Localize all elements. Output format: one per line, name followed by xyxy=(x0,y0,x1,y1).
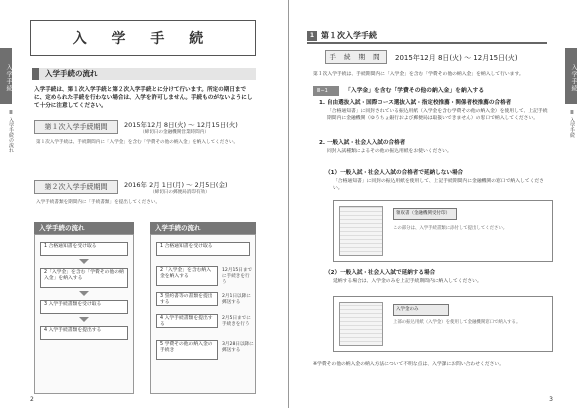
sub-bar: Ⅲ−1 xyxy=(313,86,339,96)
down-arrow-icon xyxy=(79,259,89,264)
side-label: Ⅲ 入学手続 xyxy=(569,110,575,138)
intro-text: 入学手続は、第１次入学手続と第２次入学手続とに分けて行います。所定の期日までに、定められた手続を行わない場合は、入学を許可しません。手続ものがないようにして十分に注意してください。 xyxy=(34,87,253,109)
item2-title: 2. 一般入試・社会人入試の合格者 xyxy=(319,140,406,146)
left-page xyxy=(0,0,288,408)
page-number: 3 xyxy=(549,396,553,403)
term2-detail: 入学手続書類を期間内に「手続書類」を提出してください。 xyxy=(36,200,161,205)
flow-note: 2月5日までに手続きを行う xyxy=(222,316,251,327)
section-number: 1 xyxy=(307,31,317,41)
flow-step: 4 入学手続書類を提出する xyxy=(156,314,218,328)
footer-note: ※学費その他の納入金の納入方法について不明な点は、入学課にお問い合わせください。 xyxy=(313,362,505,367)
flow-left-head: 入学手続の流れ xyxy=(34,222,134,234)
stamp-box: 入学金のみ xyxy=(393,304,449,316)
stamp-box: 領収書（金融機関受付印） xyxy=(393,208,457,220)
payment-form-image xyxy=(339,206,383,256)
term2-period: 2016年 2月 1日(月) 〜 2月5日(金) xyxy=(124,181,228,189)
section-title-text: 第１次入学手続 xyxy=(321,31,377,40)
term1-label: 第１次入学手続期間 xyxy=(34,120,118,134)
side-tab[interactable]: 入学手続 xyxy=(565,48,577,104)
payment-form-image xyxy=(339,302,383,346)
flow-step: 1 合格通知書を受け取る xyxy=(156,242,250,256)
page-title: 入 学 手 続 xyxy=(30,20,256,56)
down-arrow-icon xyxy=(79,317,89,322)
intro-text: 第１次入学手続は、手続期間内に「入学金」を含む「学費その他の納入金」を納入して行います。 xyxy=(313,72,524,77)
box1-title: （1）一般入試・社会人入試の合格者で延納しない場合 xyxy=(325,170,464,176)
stamp-caption: 上部の振込用紙（入学金）を使用して金融機関窓口で納入する。 xyxy=(393,320,521,325)
sub-title: 「入学金」を含む「学費その他の納入金」を納入する xyxy=(345,88,485,94)
item2-text: 同封入試種類によるその他の振込用紙をお使いください。 xyxy=(327,149,452,154)
flow-right-head: 入学手続の流れ xyxy=(150,222,256,234)
box1-text: 「合格通知書」に同封の振込用紙を使用して、上記手続期間内に金融機関の窓口で納入してください。 xyxy=(333,179,544,191)
term1-note: （締切日の金融機関営業時間内） xyxy=(140,130,209,135)
flow-step: 4 入学手続書類を提出する xyxy=(40,326,128,340)
item1-text: 「合格通知書」に同封されている振込用紙（入学金を含む学費その他の納入金）を使用して、上記手続期間内に金融機関（ゆうちょ銀行および郵便局は取扱いできません）の窓口で納入してください。 xyxy=(327,109,548,121)
flow-step: 3 誓約書等の書類を提出する xyxy=(156,292,218,306)
section-title xyxy=(307,30,547,44)
right-page xyxy=(289,0,577,408)
flow-step: 2「入学金」を含む「学費その他の納入金」を納入する xyxy=(40,268,128,288)
flow-note: 3月28日以降に郵送する xyxy=(222,342,254,353)
down-arrow-icon xyxy=(79,291,89,296)
flow-note: 12月15日までに手続きを行う xyxy=(222,268,253,285)
side-tab[interactable]: 入学手続 xyxy=(0,48,12,104)
flow-step: 3 入学手続書類を受け取る xyxy=(40,300,128,314)
term2-note: （締切日の郵便局消印有効） xyxy=(150,190,210,195)
term1-period: 2015年12月 8日(火) 〜 12月15日(火) xyxy=(124,121,238,129)
page-number: 2 xyxy=(30,396,34,403)
flow-left-column xyxy=(34,234,134,394)
term2-label: 第２次入学手続期間 xyxy=(34,180,118,194)
term1-detail: 第１次入学手続は、手続期間内に「入学金」を含む「学費その他の納入金」を納入してください。 xyxy=(36,140,239,145)
flow-step: 5 学費その他の納入金の手続き xyxy=(156,340,218,360)
stamp-caption: この部分は、入学手続書類に添付して提出してください。 xyxy=(393,226,508,231)
flow-step: 1 合格通知書を受け取る xyxy=(40,242,128,256)
side-label: Ⅲ 入学手続の流れ xyxy=(8,110,14,153)
section-heading: 入学手続の流れ xyxy=(32,68,256,80)
item1-title: 1. 自由選抜入試・国際コース選抜入試・指定校推薦・関係者校推薦の合格者 xyxy=(319,100,512,106)
term-period: 2015年12月 8日(火) 〜 12月15日(火) xyxy=(395,54,518,62)
box2-text: 延納する場合は、入学金のみを上記手続期間内に納入してください。 xyxy=(333,279,482,284)
box2-title: （2）一般入試・社会人入試で延納する場合 xyxy=(325,270,436,276)
term-label: 手 続 期 間 xyxy=(325,50,387,64)
flow-step: 2「入学金」を含む納入金を納入する xyxy=(156,266,218,286)
flow-note: 2月1日以降に郵送する xyxy=(222,294,251,305)
